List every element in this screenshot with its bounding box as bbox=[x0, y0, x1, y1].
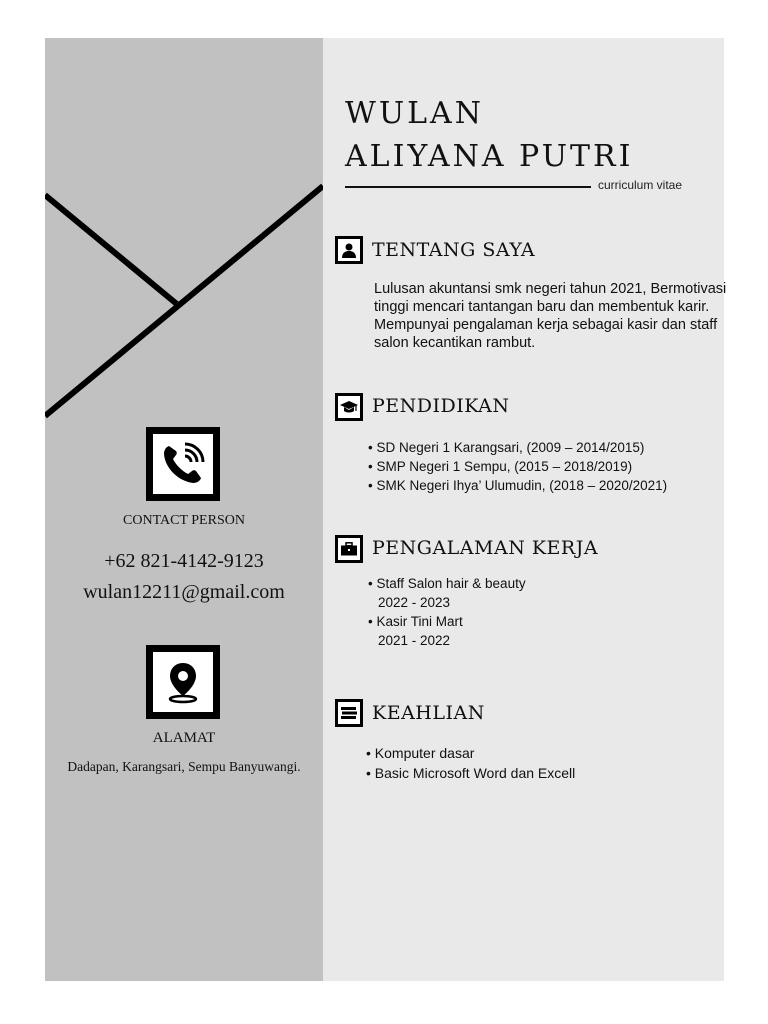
cv-subtitle: curriculum vitae bbox=[598, 178, 683, 192]
location-pin-icon bbox=[146, 645, 220, 719]
books-icon bbox=[335, 699, 363, 727]
graduation-cap-icon bbox=[335, 393, 363, 421]
phone-icon bbox=[146, 427, 220, 501]
section-title-about: TENTANG SAYA bbox=[372, 239, 536, 261]
list-item: • Komputer dasar bbox=[366, 745, 475, 761]
about-text: Lulusan akuntansi smk negeri tahun 2021, Bermotivasi tinggi mencari tantangan baru dan membentuk karir. Mempunyai pengalaman kerja sebagai kasir dan staff salon kecantikan rambut. bbox=[374, 281, 727, 351]
experience-period: 2022 - 2023 bbox=[378, 595, 451, 610]
experience-list bbox=[368, 574, 526, 650]
list-item: • SD Negeri 1 Karangsari, (2009 – 2014/2015) bbox=[368, 440, 645, 455]
list-item: • Basic Microsoft Word dan Excell bbox=[366, 765, 576, 781]
contact-label: CONTACT PERSON bbox=[123, 513, 245, 528]
list-item: • SMP Negeri 1 Sempu, (2015 – 2018/2019) bbox=[368, 459, 633, 474]
briefcase-icon bbox=[335, 535, 363, 563]
section-title-skills: KEAHLIAN bbox=[372, 702, 485, 724]
right-panel bbox=[323, 38, 727, 981]
name-first: WULAN bbox=[345, 96, 484, 131]
section-title-experience: PENGALAMAN KERJA bbox=[372, 537, 599, 559]
header-rule bbox=[345, 186, 591, 188]
skills-list bbox=[366, 743, 575, 783]
resume-page bbox=[45, 38, 727, 981]
experience-role: • Staff Salon hair & beauty bbox=[368, 576, 526, 591]
left-panel bbox=[45, 38, 323, 981]
list-item: • SMK Negeri Ihya’ Ulumudin, (2018 – 2020/2021) bbox=[368, 478, 668, 493]
education-list bbox=[368, 438, 667, 495]
section-title-education: PENDIDIKAN bbox=[372, 395, 510, 417]
address-text: Dadapan, Karangsari, Sempu Banyuwangi. bbox=[67, 759, 301, 774]
address-label: ALAMAT bbox=[152, 730, 216, 746]
experience-role: • Kasir Tini Mart bbox=[368, 614, 463, 629]
phone-number: +62 821-4142-9123 bbox=[104, 550, 264, 572]
name-last: ALIYANA PUTRI bbox=[345, 139, 634, 174]
decorative-lines bbox=[45, 38, 323, 981]
email-address: wulan12211@gmail.com bbox=[83, 581, 285, 603]
person-icon bbox=[335, 236, 363, 264]
experience-period: 2021 - 2022 bbox=[378, 633, 451, 648]
